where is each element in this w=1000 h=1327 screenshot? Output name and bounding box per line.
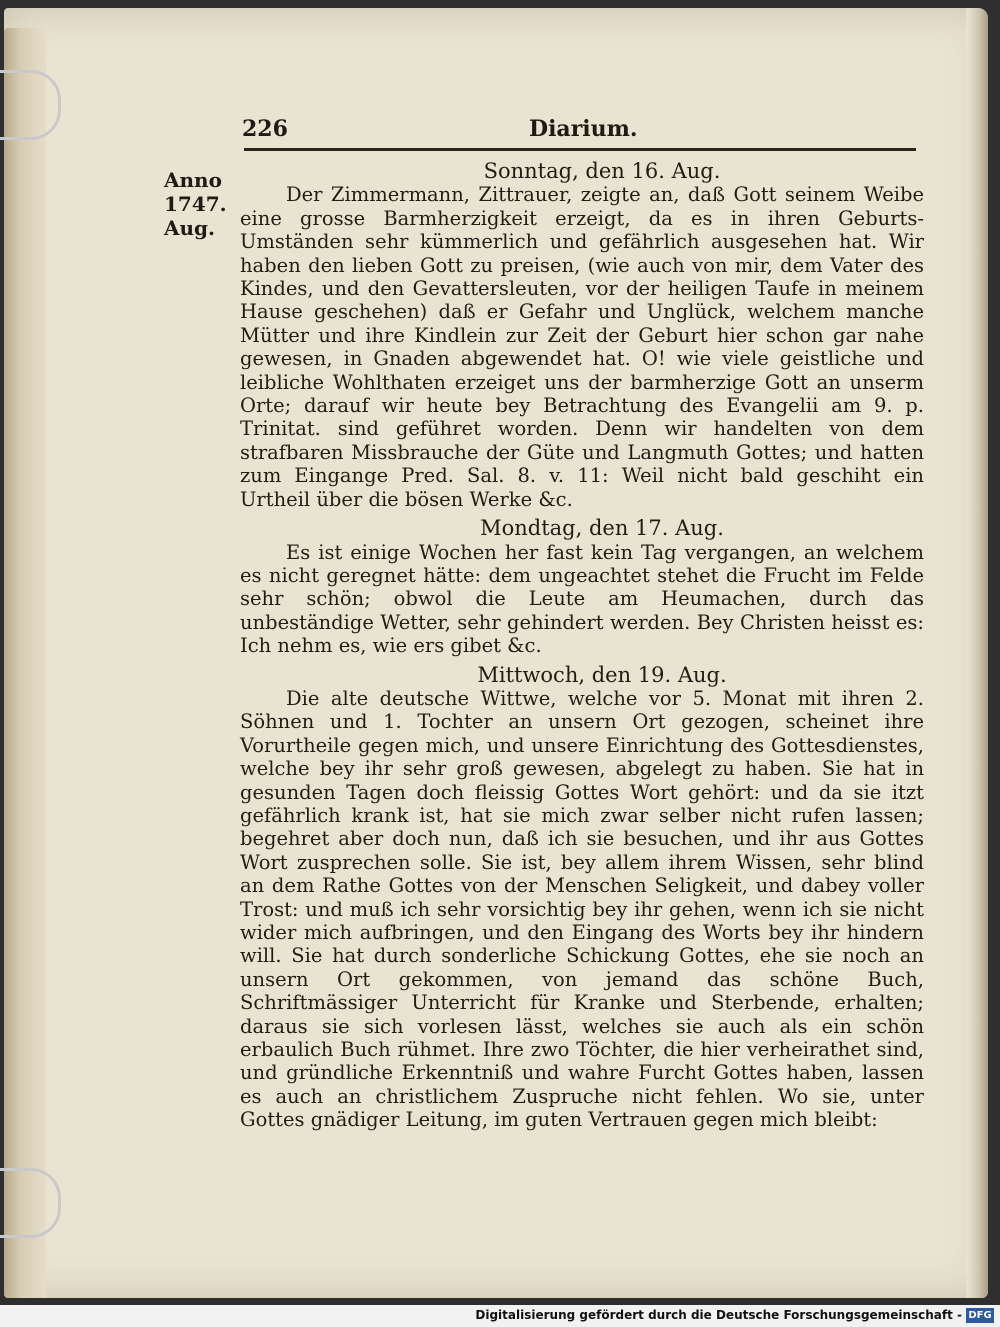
entry-heading: Sonntag, den 16. Aug.: [483, 159, 721, 183]
page-edge: [966, 8, 988, 1298]
margin-note-month: Aug.: [164, 216, 216, 240]
page-number: 226: [242, 116, 288, 142]
entry-paragraph: Es ist einige Wochen her fast kein Tag vergangen, an welchem es nicht geregnet hätte: dem ungeachtet stehet die Frucht im Felde sehr schön; obwol die Leute am Heumachen, durch das unbeständige Wetter, sehr gehindert werden. Bey Christen heisst es: Ich nehm es, wie ers gibet &c.: [240, 540, 924, 658]
page-clip-top: [0, 70, 61, 140]
book-page: [4, 8, 988, 1298]
entry-heading: Mittwoch, den 19. Aug.: [477, 662, 727, 687]
margin-note-year: 1747.: [164, 192, 227, 216]
running-head: Diarium.: [529, 116, 638, 142]
dfg-logo: DFG: [966, 1308, 994, 1323]
entry-heading: Mondtag, den 17. Aug.: [480, 516, 724, 541]
digitization-footer: [0, 1305, 1000, 1327]
page-clip-bottom: [0, 1168, 61, 1238]
margin-note: [164, 168, 234, 240]
entry-paragraph: Die alte deutsche Wittwe, welche vor 5. Monat mit ihren 2. Söhnen und 1. Tochter an unsern Ort gezogen, scheinet ihre Vorurtheile gegen mich, und unsere Einrichtung des Gottesdienstes, welche bey ihr sehr groß gewesen, abgelegt zu haben. Sie hat in gesunden Tagen doch fleissig Gottes Wort gehört: und da sie itzt gefährlich krank ist, hat sie mich zwar selber nicht rufen lassen; begehret aber doch nun, daß ich sie besuchen, und ihr aus Gottes Wort zusprechen solle. Sie ist, bey allem ihrem Wissen, sehr blind an dem Rathe Gottes von der Menschen Seligkeit, und dabey voller Trost: und muß ich sehr vorsichtig bey ihr gehen, wenn ich sie nicht wider mich aufbringen, und den Eingang des Worts bey ihr hindern will. Sie hat durch sonderliche Schickung Gottes, ehe sie noch an unsern Ort gekommen, von jemand das schöne Buch, Schriftmässiger Unterricht für Kranke und Sterbende, erhalten; daraus sie sich vorlesen lässt, welches sie auch als ein schön erbaulich Buch rühmet. Ihre zwo Töchter, die hier verheirathet sind, und gründliche Erkenntniß und wahre Furcht Gottes haben, lassen es auch an christlichem Zuspruche nicht fehlen. Wo sie, unter Gottes gnädiger Leitung, im guten Vertrauen gegen mich bleibt:: [240, 686, 924, 1132]
header-rule: [244, 148, 916, 151]
diary-entry: [240, 517, 924, 657]
margin-note-anno: Anno: [164, 168, 222, 192]
body-text: [240, 160, 924, 1138]
diary-entry: [240, 160, 924, 511]
page-spine: [4, 28, 46, 1298]
entry-paragraph: Der Zimmermann, Zittrauer, zeigte an, daß Gott seinem Weibe eine grosse Barmherzigkeit erzeigt, da es in ihren Geburts-Umständen sehr kümmerlich und gefährlich ausgesehen hat. Wir haben den lieben Gott zu preisen, (wie auch von mir, dem Vater des Kindes, und den Gevattersleuten, vor der heiligen Taufe in meinem Hause geschehen) daß er Gefahr und Unglück, welchem manche Mütter und ihre Kindlein zur Zeit der Geburt hier schon gar nahe gewesen, in Gnaden abgewendet hat. O! wie viele geistliche und leibliche Wohlthaten erzeiget uns der barmherzige Gott an unserm Orte; darauf wir heute bey Betrachtung des Evangelii am 9. p. Trinitat. sind geführet worden. Denn wir handelten von dem strafbaren Missbrauche der Güte und Langmuth Gottes; und hatten zum Eingange Pred. Sal. 8. v. 11: Weil nicht bald geschiht ein Urtheil über die bösen Werke &c.: [240, 183, 924, 511]
diary-entry: [240, 664, 924, 1132]
footer-credit: Digitalisierung gefördert durch die Deutsche Forschungsgemeinschaft -: [475, 1308, 962, 1322]
